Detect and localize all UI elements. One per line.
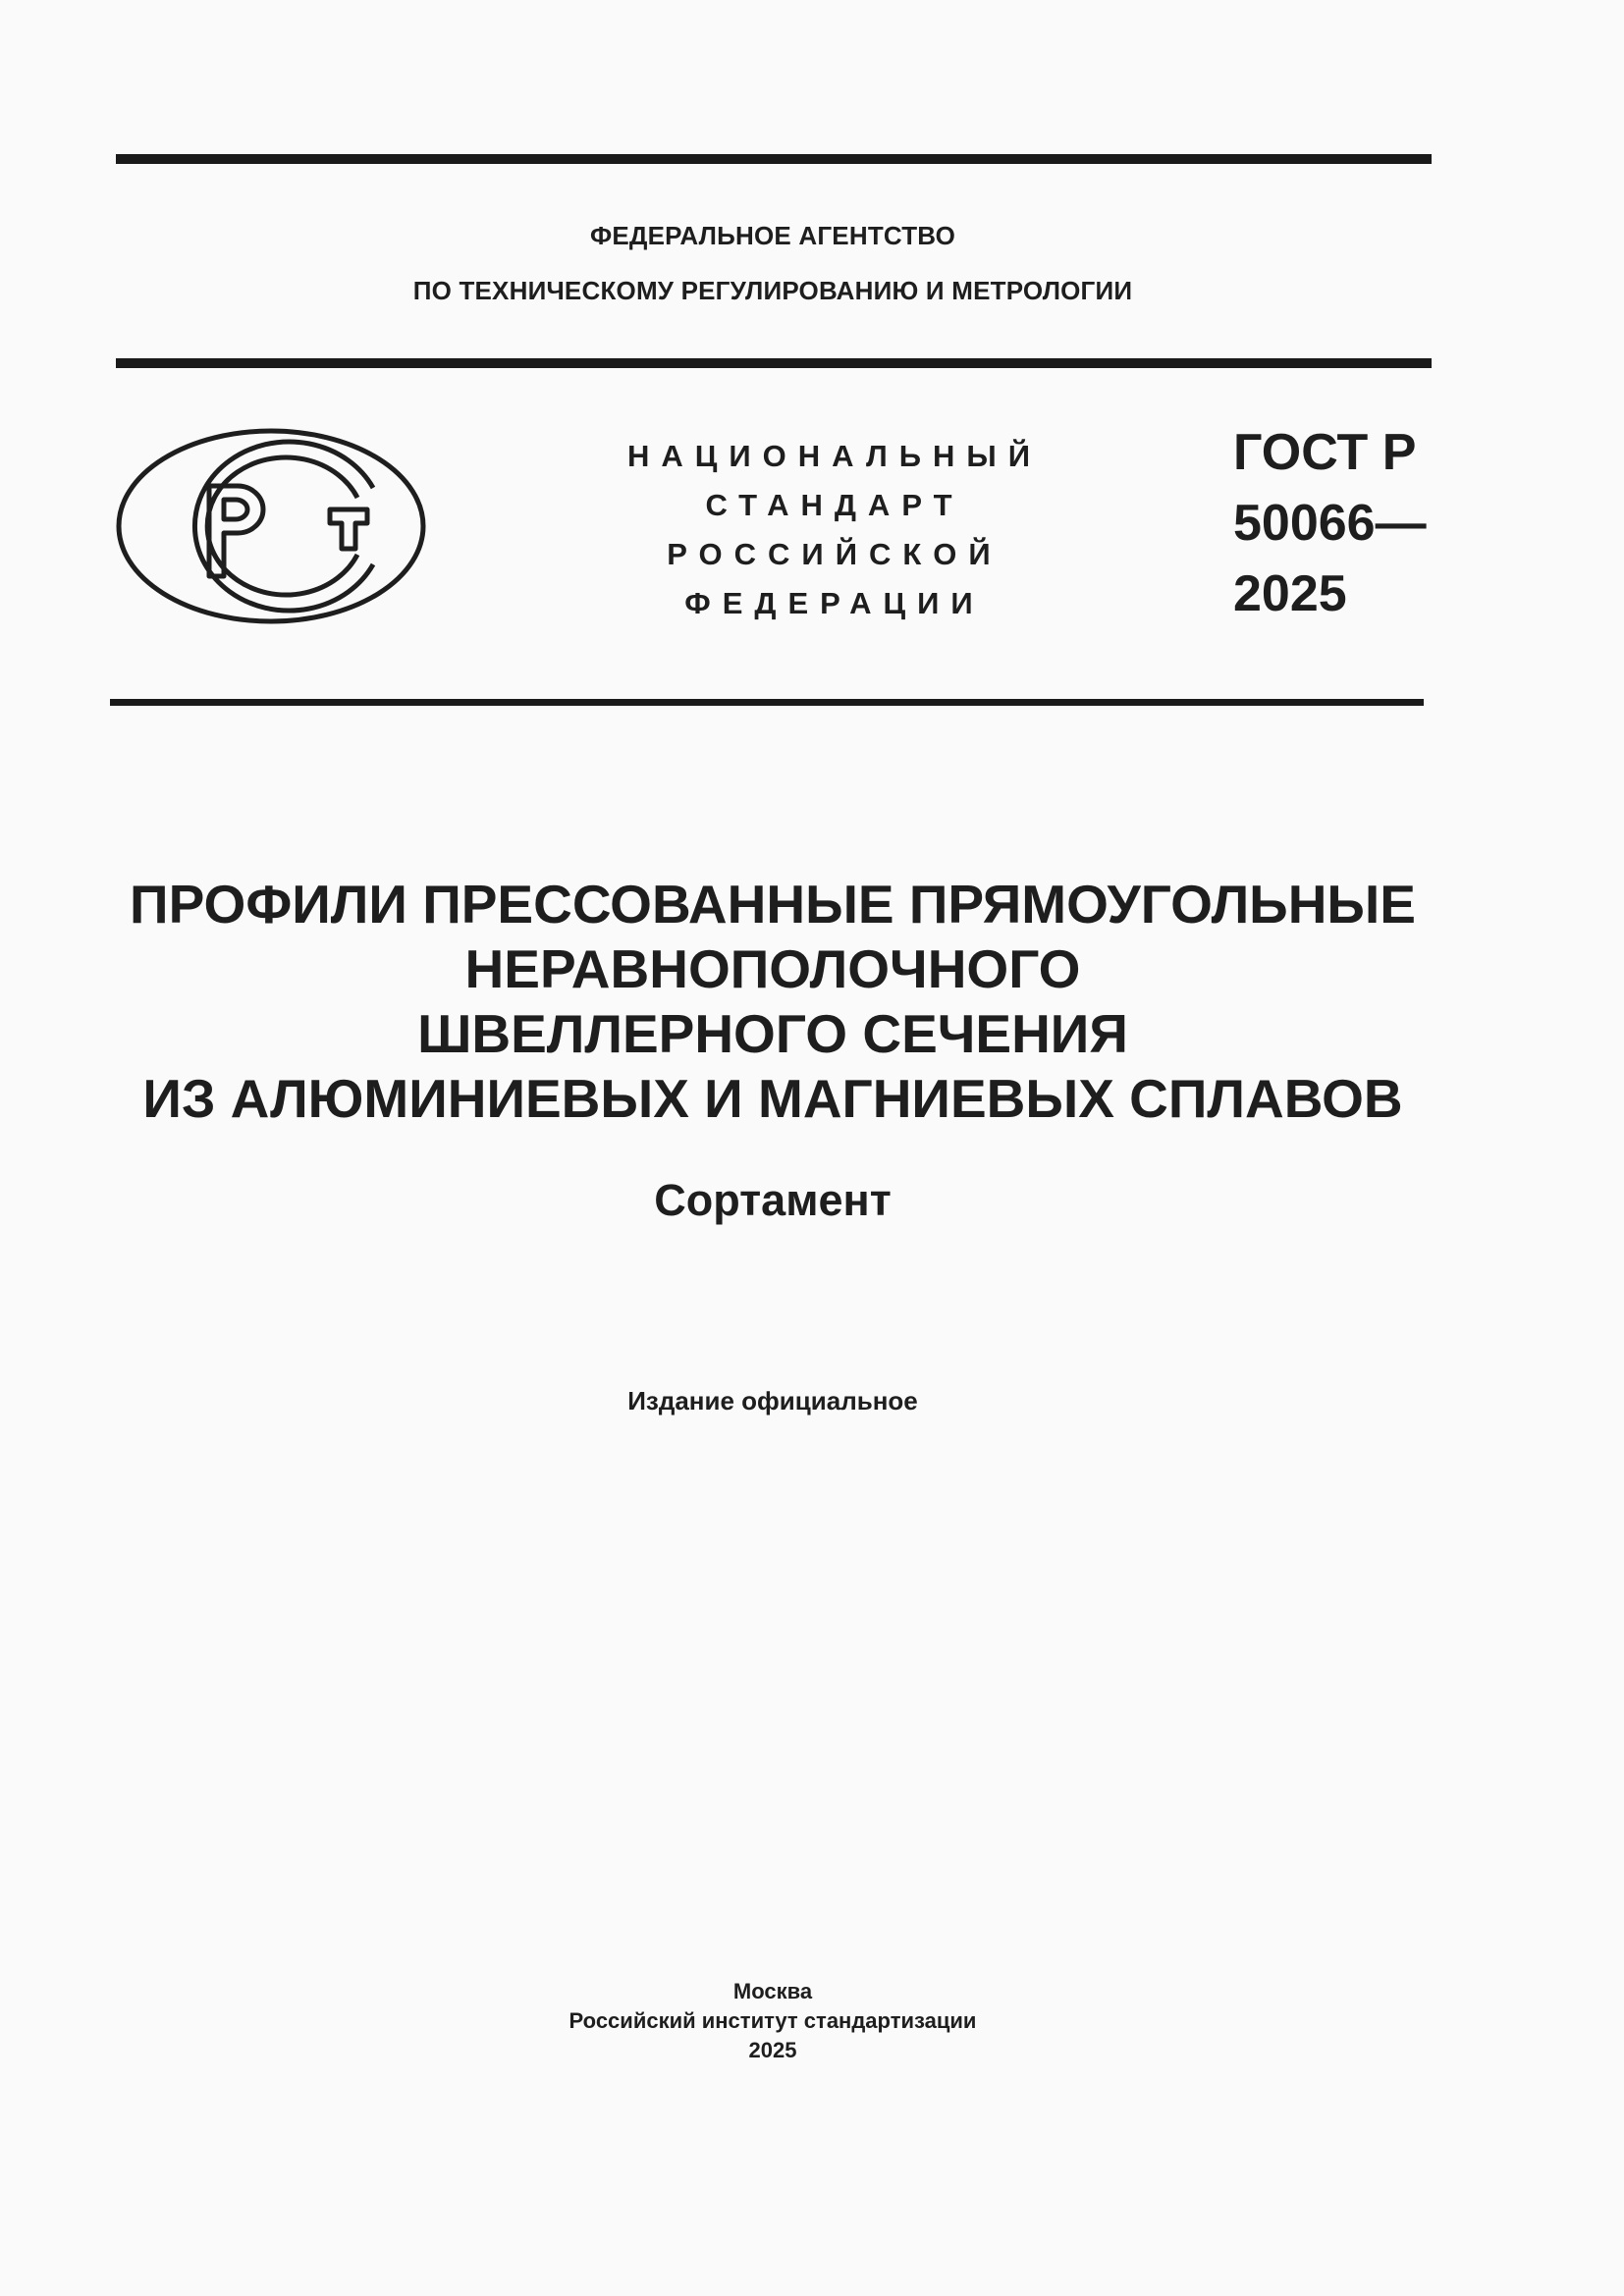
title-line-3: ШВЕЛЛЕРНОГО СЕЧЕНИЯ: [417, 1003, 1128, 1064]
title-line-1: ПРОФИЛИ ПРЕССОВАННЫЕ ПРЯМОУГОЛЬНЫЕ: [130, 874, 1416, 934]
publisher-imprint: [0, 1977, 1545, 2065]
national-standard-line-2: СТАНДАРТ: [705, 488, 964, 522]
national-standard-line-1: НАЦИОНАЛЬНЫЙ: [626, 439, 1043, 473]
top-rule: [116, 154, 1432, 164]
designation-line-2: 50066—: [1233, 495, 1427, 552]
edition-note: Издание официальное: [627, 1386, 918, 1415]
document-title: [0, 872, 1545, 1131]
title-line-4: ИЗ АЛЮМИНИЕВЫХ И МАГНИЕВЫХ СПЛАВОВ: [142, 1068, 1403, 1129]
agency-line-2: ПО ТЕХНИЧЕСКОМУ РЕГУЛИРОВАНИЮ И МЕТРОЛОГИИ: [412, 276, 1133, 305]
designation-line-3: 2025: [1233, 565, 1347, 622]
imprint-year: 2025: [748, 2038, 797, 2062]
agency-line-1: ФЕДЕРАЛЬНОЕ АГЕНТСТВО: [589, 221, 956, 250]
national-standard-line-4: ФЕДЕРАЦИИ: [684, 586, 985, 620]
bottom-rule: [110, 699, 1424, 706]
imprint-publisher: Российский институт стандартизации: [568, 2008, 977, 2033]
national-standard-line-3: РОССИЙСКОЙ: [667, 537, 1002, 571]
designation-line-1: ГОСТ Р: [1233, 424, 1417, 481]
national-standard-label: [589, 432, 1080, 628]
imprint-city: Москва: [732, 1979, 813, 2003]
standard-designation: [1233, 417, 1427, 629]
middle-rule: [116, 358, 1432, 368]
rst-conformity-mark-icon: [116, 427, 426, 625]
document-subtitle: Сортамент: [654, 1175, 892, 1225]
title-line-2: НЕРАВНОПОЛОЧНОГО: [464, 938, 1081, 999]
